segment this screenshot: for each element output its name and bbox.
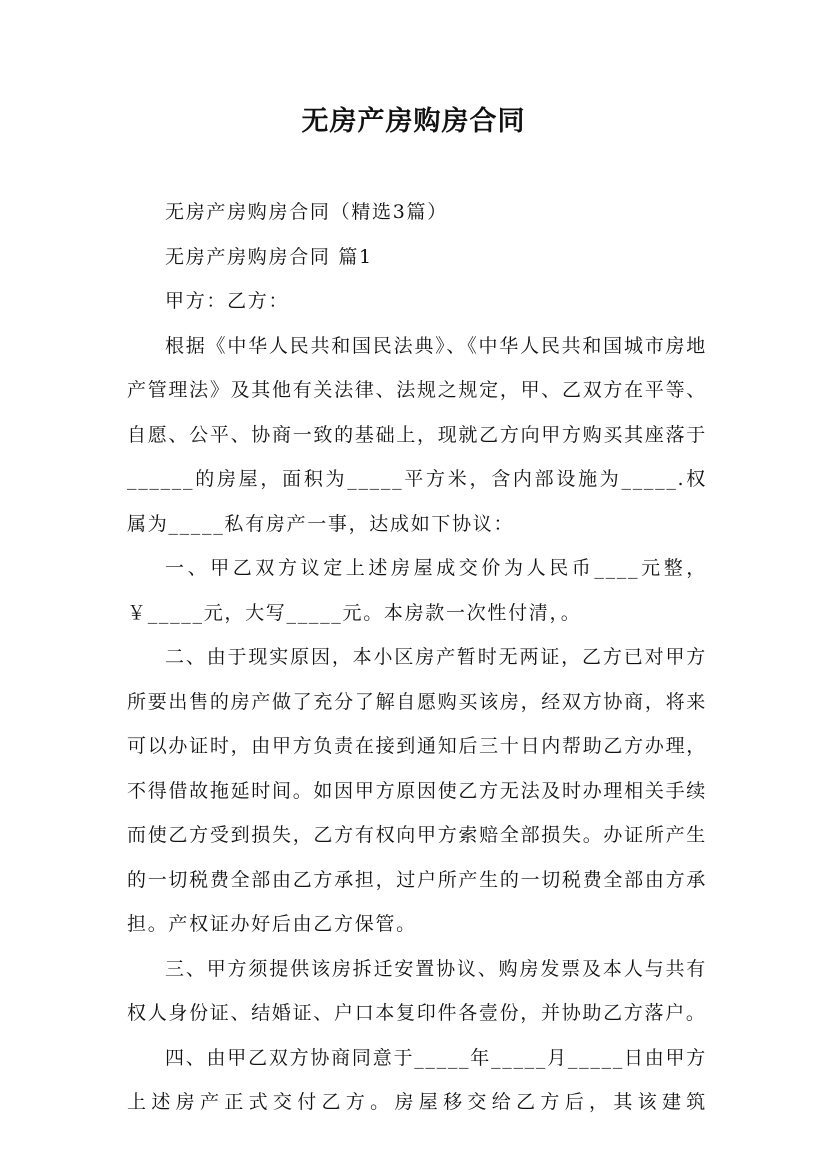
clause-4-paragraph: 四、由甲乙双方协商同意于_____年_____月_____日由甲方上述房产正式交付乙方。房屋移交给乙方后，其该建筑	[127, 1046, 707, 1113]
document-body	[127, 190, 707, 1125]
preamble-paragraph: 根据《中华人民共和国民法典》、《中华人民共和国城市房地产管理法》及其他有关法律、法规之规定，甲、乙双方在平等、自愿、公平、协商一致的基础上，现就乙方向甲方购买其座落于______的房屋，面积为_____平方米，含内部设施为_____.权属为_____私有房产一事，达成如下协议：	[127, 334, 707, 535]
clause-3-paragraph: 三、甲方须提供该房拆迁安置协议、购房发票及本人与共有权人身份证、结婚证、户口本复印件各壹份，并协助乙方落户。	[127, 957, 707, 1024]
clause-2-paragraph: 二、由于现实原因，本小区房产暂时无两证，乙方已对甲方所要出售的房产做了充分了解自愿购买该房，经双方协商，将来可以办证时，由甲方负责在接到通知后三十日内帮助乙方办理，不得借故拖延时间。如因甲方原因使乙方无法及时办理相关手续而使乙方受到损失，乙方有权向甲方索赔全部损失。办证所产生的一切税费全部由乙方承担，过户所产生的一切税费全部由方承担。产权证办好后由乙方保管。	[127, 646, 707, 935]
section-heading: 无房产房购房合同 篇1	[165, 245, 373, 268]
clause-1-paragraph: 一、甲乙双方议定上述房屋成交价为人民币____元整，￥_____元，大写_____元。本房款一次性付清，。	[127, 557, 707, 624]
subtitle-paragraph: 无房产房购房合同（精选3篇）	[165, 201, 448, 223]
parties-line: 甲方：乙方：	[165, 290, 290, 312]
document-title: 无房产房购房合同	[301, 106, 526, 137]
